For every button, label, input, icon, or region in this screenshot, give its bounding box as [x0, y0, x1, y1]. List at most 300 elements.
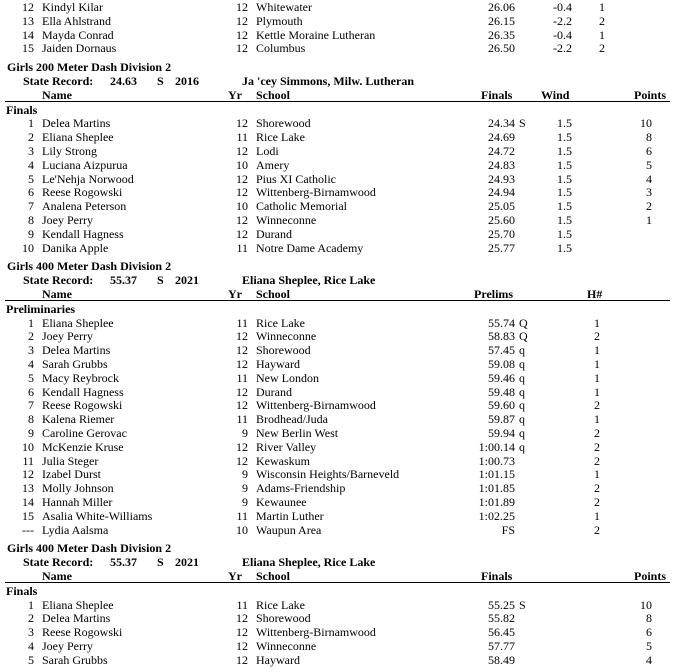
place: 5: [28, 370, 34, 385]
mark: 25.70: [488, 226, 515, 241]
mark: 58.83: [488, 329, 515, 344]
header-name: Name: [42, 287, 72, 301]
athlete-name: Danika Apple: [42, 240, 109, 255]
place: 12: [22, 0, 34, 14]
mark: 24.69: [488, 130, 515, 145]
qualifier: S: [519, 116, 526, 131]
event-title: [0, 259, 679, 273]
school: Kewaunee: [256, 495, 307, 509]
year: 12: [236, 611, 248, 626]
place: 1: [28, 597, 34, 612]
section-label-text: Finals: [6, 102, 38, 117]
place: 3: [28, 625, 34, 640]
school: Durand: [256, 384, 292, 399]
result-row: [0, 227, 679, 241]
mark: 24.93: [488, 171, 515, 186]
school: Wittenberg-Birnamwood: [256, 625, 376, 640]
athlete-name: Lily Strong: [42, 144, 98, 158]
school: Plymouth: [256, 13, 303, 28]
qualifier: q: [519, 439, 525, 454]
year: 11: [236, 597, 248, 612]
place: 5: [28, 652, 34, 667]
mark: 25.60: [488, 213, 515, 227]
mark: 59.87: [488, 412, 515, 427]
year: 11: [236, 315, 248, 330]
header-mark: Finals: [481, 87, 513, 102]
mark: 25.05: [488, 199, 515, 214]
athlete-name: Kendall Hagness: [42, 384, 124, 399]
mark: 59.46: [488, 370, 515, 385]
result-row: [0, 454, 679, 468]
result-row: [0, 0, 679, 14]
athlete-name: Reese Rogowski: [42, 185, 123, 200]
column-header: [0, 569, 679, 583]
school: Whitewater: [256, 0, 312, 14]
points: 6: [646, 625, 652, 640]
place: 10: [22, 240, 34, 255]
record-year: 2021: [175, 555, 199, 570]
year: 11: [236, 130, 248, 145]
place: 1: [28, 116, 34, 131]
athlete-name: Luciana Aizpurua: [42, 157, 128, 172]
year: 12: [236, 639, 248, 653]
heat-number: 2: [599, 41, 605, 56]
school: Hayward: [256, 652, 300, 667]
mark: 26.50: [488, 41, 515, 56]
athlete-name: McKenzie Kruse: [42, 439, 124, 454]
year: 12: [236, 384, 248, 399]
state-record: [0, 74, 679, 88]
result-row: [0, 398, 679, 412]
mark: 24.94: [488, 185, 515, 200]
school: Rice Lake: [256, 130, 305, 145]
wind: 1.5: [557, 240, 572, 255]
athlete-name: Analena Peterson: [42, 199, 127, 214]
year: 12: [236, 0, 248, 14]
points: 10: [640, 597, 652, 612]
wind: 1.5: [557, 213, 572, 227]
qualifier: q: [519, 412, 525, 427]
heat-number: 2: [594, 439, 600, 454]
result-row: [0, 495, 679, 509]
column-header: [0, 287, 679, 301]
mark: 24.72: [488, 144, 515, 158]
mark: 59.94: [488, 426, 515, 440]
record-year: 2016: [175, 74, 199, 88]
column-header: [0, 88, 679, 102]
year: 10: [236, 157, 248, 172]
school: Shorewood: [256, 611, 311, 626]
section-label: [0, 103, 679, 117]
qualifier: S: [519, 597, 526, 612]
record-mark: 55.37: [110, 273, 137, 288]
wind: -0.4: [553, 0, 572, 14]
mark: 26.15: [488, 13, 515, 28]
event-title-text: Girls 400 Meter Dash Division 2: [7, 541, 172, 556]
header-heat: H#: [587, 287, 603, 301]
record-s: S: [157, 74, 164, 88]
points: 6: [646, 144, 652, 158]
school: Martin Luther: [256, 508, 324, 523]
year: 12: [236, 439, 248, 454]
place: 3: [28, 343, 34, 358]
place: 5: [28, 171, 34, 186]
wind: 1.5: [557, 116, 572, 131]
place: 6: [28, 384, 34, 399]
athlete-name: Macy Reybrock: [42, 370, 119, 385]
header-name: Name: [42, 569, 72, 583]
result-row: [0, 357, 679, 371]
heat-number: 2: [594, 522, 600, 537]
mark: 55.82: [488, 611, 515, 626]
result-row: [0, 639, 679, 653]
points: 1: [646, 213, 652, 227]
school: Wisconsin Heights/Barneveld: [256, 467, 400, 482]
athlete-name: Reese Rogowski: [42, 625, 123, 640]
header-school: School: [256, 287, 291, 301]
school: Notre Dame Academy: [256, 240, 364, 255]
wind: -0.4: [553, 27, 572, 42]
record-year: 2021: [175, 273, 199, 288]
points: 4: [646, 652, 652, 667]
mark: 25.77: [488, 240, 515, 255]
year: 12: [236, 329, 248, 344]
heat-number: 1: [599, 27, 605, 42]
mark: 26.06: [488, 0, 515, 14]
athlete-name: Hannah Miller: [42, 495, 113, 509]
place: 10: [22, 439, 34, 454]
heat-number: 1: [594, 357, 600, 371]
heat-number: 1: [599, 0, 605, 14]
school: Durand: [256, 226, 292, 241]
points: 4: [646, 171, 652, 186]
place: 2: [28, 130, 34, 145]
event-title: [0, 541, 679, 555]
mark: 55.74: [488, 315, 515, 330]
place: 4: [28, 157, 34, 172]
result-row: [0, 509, 679, 523]
school: Brodhead/Juda: [256, 412, 328, 427]
school: New London: [256, 370, 319, 385]
mark: FS: [501, 522, 515, 537]
header-yr: Yr: [228, 287, 242, 301]
result-row: [0, 329, 679, 343]
record-holder: Ja 'cey Simmons, Milw. Lutheran: [242, 74, 415, 88]
record-label: State Record:: [23, 273, 94, 288]
place: ---: [22, 522, 34, 537]
heat-number: 1: [594, 384, 600, 399]
athlete-name: Molly Johnson: [42, 481, 114, 496]
year: 12: [236, 625, 248, 640]
heat-number: 2: [594, 398, 600, 413]
place: 15: [22, 508, 34, 523]
wind: 1.5: [557, 144, 572, 158]
wind: 1.5: [557, 171, 572, 186]
year: 10: [236, 522, 248, 537]
header-mark: Finals: [481, 569, 513, 583]
mark: 58.49: [488, 652, 515, 667]
header-school: School: [256, 569, 291, 583]
year: 9: [242, 426, 248, 440]
year: 9: [242, 481, 248, 496]
school: Wittenberg-Birnamwood: [256, 185, 376, 200]
result-row: [0, 241, 679, 255]
year: 12: [236, 652, 248, 667]
school: Kewaskum: [256, 453, 310, 468]
place: 14: [22, 495, 34, 509]
heat-number: 2: [599, 13, 605, 28]
school: Lodi: [256, 144, 279, 158]
heat-number: 1: [594, 412, 600, 427]
result-row: [0, 598, 679, 612]
points: 5: [646, 639, 652, 653]
athlete-name: Sarah Grubbs: [42, 652, 108, 667]
result-row: [0, 144, 679, 158]
event-title: [0, 60, 679, 74]
result-row: [0, 28, 679, 42]
athlete-name: Kendall Hagness: [42, 226, 124, 241]
wind: -2.2: [553, 41, 572, 56]
athlete-name: Ella Ahlstrand: [42, 13, 111, 28]
section-label: [0, 302, 679, 316]
qualifier: q: [519, 426, 525, 440]
result-row: [0, 481, 679, 495]
result-row: [0, 316, 679, 330]
record-mark: 55.37: [110, 555, 137, 570]
qualifier: q: [519, 357, 525, 371]
result-row: [0, 213, 679, 227]
school: Adams-Friendship: [256, 481, 346, 496]
mark: 57.77: [488, 639, 515, 653]
wind: 1.5: [557, 157, 572, 172]
school: Kettle Moraine Lutheran: [256, 27, 376, 42]
result-row: [0, 14, 679, 28]
result-row: [0, 523, 679, 537]
wind: 1.5: [557, 185, 572, 200]
year: 12: [236, 41, 248, 56]
school: Winneconne: [256, 639, 317, 653]
result-row: [0, 412, 679, 426]
place: 2: [28, 329, 34, 344]
year: 12: [236, 226, 248, 241]
athlete-name: Delea Martins: [42, 116, 111, 131]
event-title-text: Girls 400 Meter Dash Division 2: [7, 259, 172, 274]
wind: 1.5: [557, 130, 572, 145]
athlete-name: Le'Nehja Norwood: [42, 171, 134, 186]
result-row: [0, 343, 679, 357]
result-row: [0, 130, 679, 144]
points: 10: [640, 116, 652, 131]
school: Columbus: [256, 41, 306, 56]
year: 11: [236, 412, 248, 427]
place: 13: [22, 481, 34, 496]
qualifier: Q: [519, 315, 528, 330]
mark: 59.08: [488, 357, 515, 371]
place: 14: [22, 27, 34, 42]
header-yr: Yr: [228, 569, 242, 583]
year: 11: [236, 370, 248, 385]
athlete-name: Jaiden Dornaus: [42, 41, 117, 56]
qualifier: q: [519, 343, 525, 358]
athlete-name: Julia Steger: [42, 453, 99, 468]
header-points: Points: [634, 569, 667, 583]
section-label: [0, 584, 679, 598]
place: 12: [22, 467, 34, 482]
athlete-name: Joey Perry: [42, 213, 93, 227]
header-points: Points: [634, 87, 667, 102]
mark: 57.45: [488, 343, 515, 358]
points: 8: [646, 130, 652, 145]
result-row: [0, 199, 679, 213]
school: Pius XI Catholic: [256, 171, 336, 186]
mark: 1:01.85: [478, 481, 515, 496]
athlete-name: Delea Martins: [42, 343, 111, 358]
place: 8: [28, 412, 34, 427]
place: 4: [28, 639, 34, 653]
points: 3: [646, 185, 652, 200]
place: 1: [28, 315, 34, 330]
athlete-name: Reese Rogowski: [42, 398, 123, 413]
athlete-name: Kindyl Kilar: [42, 0, 103, 14]
record-mark: 24.63: [110, 74, 137, 88]
record-label: State Record:: [23, 74, 94, 88]
school: New Berlin West: [256, 426, 339, 440]
year: 12: [236, 144, 248, 158]
mark: 1:00.73: [478, 453, 515, 468]
result-row: [0, 172, 679, 186]
year: 12: [236, 13, 248, 28]
school: Hayward: [256, 357, 300, 371]
place: 2: [28, 611, 34, 626]
school: Shorewood: [256, 116, 311, 131]
record-holder: Eliana Sheplee, Rice Lake: [242, 273, 376, 288]
heat-number: 2: [594, 426, 600, 440]
athlete-name: Eliana Sheplee: [42, 597, 114, 612]
year: 12: [236, 185, 248, 200]
year: 12: [236, 213, 248, 227]
year: 12: [236, 343, 248, 358]
state-record: [0, 273, 679, 287]
result-row: [0, 116, 679, 130]
heat-number: 2: [594, 329, 600, 344]
year: 12: [236, 357, 248, 371]
points: 2: [646, 199, 652, 214]
points: 5: [646, 157, 652, 172]
athlete-name: Lydia Aalsma: [42, 522, 109, 537]
result-row: [0, 467, 679, 481]
qualifier: q: [519, 398, 525, 413]
athlete-name: Delea Martins: [42, 611, 111, 626]
athlete-name: Asalia White-Williams: [42, 508, 153, 523]
athlete-name: Kalena Riemer: [42, 412, 115, 427]
record-s: S: [157, 273, 164, 288]
year: 12: [236, 116, 248, 131]
school: Winneconne: [256, 213, 317, 227]
year: 9: [242, 495, 248, 509]
year: 12: [236, 171, 248, 186]
year: 12: [236, 453, 248, 468]
qualifier: q: [519, 370, 525, 385]
school: Rice Lake: [256, 315, 305, 330]
school: Shorewood: [256, 343, 311, 358]
place: 8: [28, 213, 34, 227]
athlete-name: Joey Perry: [42, 329, 93, 344]
place: 11: [22, 453, 34, 468]
place: 13: [22, 13, 34, 28]
heat-number: 1: [594, 467, 600, 482]
result-row: [0, 653, 679, 667]
heat-number: 1: [594, 508, 600, 523]
mark: 1:00.14: [478, 439, 515, 454]
year: 12: [236, 27, 248, 42]
header-wind: Wind: [541, 87, 570, 102]
school: Winneconne: [256, 329, 317, 344]
mark: 55.25: [488, 597, 515, 612]
mark: 26.35: [488, 27, 515, 42]
year: 11: [236, 240, 248, 255]
athlete-name: Sarah Grubbs: [42, 357, 108, 371]
athlete-name: Joey Perry: [42, 639, 93, 653]
result-row: [0, 41, 679, 55]
place: 7: [28, 199, 34, 214]
section-label-text: Finals: [6, 583, 38, 598]
state-record: [0, 555, 679, 569]
result-row: [0, 185, 679, 199]
place: 6: [28, 185, 34, 200]
heat-number: 2: [594, 453, 600, 468]
place: 15: [22, 41, 34, 56]
record-holder: Eliana Sheplee, Rice Lake: [242, 555, 376, 570]
school: Waupun Area: [256, 522, 322, 537]
event-title-text: Girls 200 Meter Dash Division 2: [7, 60, 172, 75]
wind: 1.5: [557, 226, 572, 241]
year: 9: [242, 467, 248, 482]
place: 9: [28, 426, 34, 440]
header-school: School: [256, 87, 291, 102]
mark: 1:01.15: [478, 467, 515, 482]
header-name: Name: [42, 87, 72, 102]
school: Amery: [256, 157, 290, 172]
school: Catholic Memorial: [256, 199, 347, 214]
place: 3: [28, 144, 34, 158]
header-mark: Prelims: [474, 287, 514, 301]
place: 9: [28, 226, 34, 241]
mark: 1:02.25: [478, 508, 515, 523]
athlete-name: Mayda Conrad: [42, 27, 114, 42]
mark: 59.48: [488, 384, 515, 399]
mark: 24.83: [488, 157, 515, 172]
mark: 56.45: [488, 625, 515, 640]
heat-number: 1: [594, 370, 600, 385]
header-yr: Yr: [228, 87, 242, 102]
heat-number: 2: [594, 481, 600, 496]
place: 4: [28, 357, 34, 371]
athlete-name: Eliana Sheplee: [42, 130, 114, 145]
year: 10: [236, 199, 248, 214]
wind: -2.2: [553, 13, 572, 28]
record-s: S: [157, 555, 164, 570]
result-row: [0, 371, 679, 385]
school: Wittenberg-Birnamwood: [256, 398, 376, 413]
result-row: [0, 440, 679, 454]
heat-number: 1: [594, 343, 600, 358]
school: River Valley: [256, 439, 317, 454]
mark: 24.34: [488, 116, 515, 131]
result-row: [0, 625, 679, 639]
result-row: [0, 611, 679, 625]
qualifier: Q: [519, 329, 528, 344]
athlete-name: Caroline Gerovac: [42, 426, 127, 440]
